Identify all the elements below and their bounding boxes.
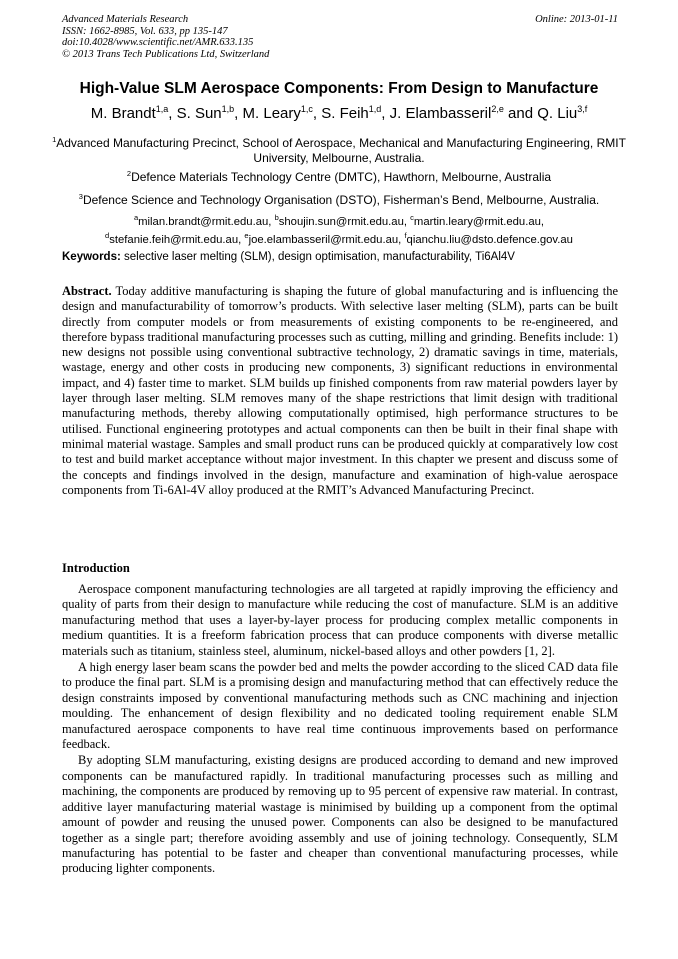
author-name: M. Leary	[242, 105, 301, 122]
email-line-2: $^d$stefanie.feih@rmit.edu.au, $^e$joe.elambasseril@rmit.edu.au, $^f$qianchu.liu@dsto.defence.gov.au	[105, 230, 573, 246]
email-sup: a	[133, 213, 139, 222]
copyright-line: © 2013 Trans Tech Publications Ltd, Switzerland	[62, 48, 270, 60]
journal-name: Advanced Materials Research	[62, 14, 189, 25]
keywords	[62, 251, 618, 263]
issn-line: ISSN: 1662-8985, Vol. 633, pp 135-147	[62, 25, 228, 37]
email-sup: c	[410, 213, 414, 222]
author-name: S. Sun	[176, 105, 222, 122]
affiliation-sup: 3	[78, 192, 83, 201]
affiliation-2	[40, 166, 638, 185]
author	[243, 105, 313, 122]
author-name: Q. Liu	[537, 105, 578, 122]
email-list	[40, 211, 638, 247]
section-heading-introduction: Introduction	[62, 561, 130, 575]
email-sup: d	[105, 230, 110, 240]
journal-header	[62, 14, 618, 60]
affiliation-sup: 1	[52, 135, 57, 144]
abstract-text: Today additive manufacturing is shaping the future of global manufacturing and is influencing the design and manufacturability of tomorrow’s products. With selective laser melting (SLM), parts can be built directly from computer models or from measurements of existing components to be re-engineered, and therefore bypass traditional manufacturing processes such as cutting, milling and grinding. Benefits include: 1) new designs not possible using conventional subtractive technology, 2) dramatic savings in time, materials, wastage, energy and other costs in producing new components, 3) significant reductions in environmental impact, and 4) faster time to market. SLM builds up finished components from raw material powders layer by layer through laser melting. SLM removes many of the shape restrictions that limit design with traditional manufacturing methods, thereby allowing computationally optimised, high performance structures to be utilised. Functional engineering prototypes and actual components can then be built in their final shape with minimal material wastage. Samples and small product runs can be produced quickly at comparatively low cost to test and build market acceptance without major investment. In this chapter we present and discuss some of the concepts and findings involved in the design, manufacture and examination of high-value aerospace components from Ti-6Al-4V alloy produced at the RMIT’s Advanced Manufacturing Precinct.	[62, 284, 618, 497]
author	[177, 105, 235, 122]
affiliation-sup: 2	[126, 169, 132, 178]
author-name: J. Elambasseril	[389, 105, 492, 122]
author	[537, 105, 587, 122]
author-name: S. Feih	[321, 105, 369, 122]
author-sup: 1,c	[300, 104, 313, 114]
author-and: and	[503, 105, 538, 122]
author-separator: ,	[234, 105, 243, 122]
paragraph: Aerospace component manufacturing technologies are all targeted at rapidly improving the efficiency and quality of parts from their design to manufacture while reducing the cost of manufacture. SLM is an additive manufacturing method that uses a layer-by-layer process for producing complex metallic components in medium quantities. It is a freeform fabrication process that can produce components with diverse metallic materials such as titanium, stainless steel, aluminum, nickel-based alloys and other powders [1, 2].	[62, 582, 618, 658]
introduction-body	[62, 582, 618, 878]
abstract	[62, 284, 618, 498]
paragraph: By adopting SLM manufacturing, existing designs are produced according to demand and new improved components can be manufactured rapidly. In traditional manufacturing processes such as milling and machining, the components are produced by removing up to 95 percent of expensive raw material. In contrast, additive layer manufacturing material wastage is minimised by building up a component from the optimal amount of powder and reusing the unused power. Components can also be designed to be manufactured together as a single part; therefore avoiding assembly and use of joining technology. Consequently, SLM manufacturing has potential to be faster and cheaper than conventional manufacturing processes, while producing lighter components.	[62, 753, 618, 876]
abstract-label: Abstract.	[62, 284, 112, 298]
email-address[interactable]: qianchu.liu@dsto.defence.gov.au	[406, 233, 573, 246]
email-sup: e	[244, 230, 249, 240]
email-sup: f	[404, 230, 407, 240]
paper-title: High-Value SLM Aerospace Components: From Design to Manufacture	[79, 80, 599, 97]
author-sup: 3,f	[577, 104, 588, 114]
email-address[interactable]: milan.brandt@rmit.edu.au	[138, 215, 269, 228]
author-separator: ,	[381, 105, 390, 122]
email-address[interactable]: martin.leary@rmit.edu.au	[413, 215, 541, 228]
affiliation-text: Defence Materials Technology Centre (DMTC), Hawthorn, Melbourne, Australia	[131, 170, 552, 184]
affiliation-text: Advanced Manufacturing Precinct, School of Aerospace, Mechanical and Manufacturing Engineering, RMIT University, Melbourne, Australia.	[56, 136, 626, 165]
author-sup: 1,a	[155, 104, 169, 114]
affiliation-text: Defence Science and Technology Organisation (DSTO), Fisherman’s Bend, Melbourne, Australia.	[82, 193, 600, 207]
email-sup: b	[274, 213, 279, 222]
author-separator: ,	[168, 105, 177, 122]
author-separator: ,	[312, 105, 322, 122]
email-address[interactable]: stefanie.feih@rmit.edu.au	[109, 233, 239, 246]
author	[390, 105, 504, 122]
email-line-1: $^a$milan.brandt@rmit.edu.au, $^b$shoujin.sun@rmit.edu.au, $^c$martin.leary@rmit.edu.au,	[133, 213, 545, 228]
author	[91, 105, 169, 122]
author-sup: 2,e	[491, 104, 504, 114]
author	[321, 105, 381, 122]
email-address[interactable]: shoujin.sun@rmit.edu.au	[278, 215, 404, 228]
keywords-label: Keywords:	[62, 251, 121, 263]
email-address[interactable]: joe.elambasseril@rmit.edu.au	[248, 233, 399, 246]
author-name: M. Brandt	[90, 105, 156, 122]
author-sup: 1,d	[368, 104, 382, 114]
affiliation-3	[40, 189, 638, 208]
doi-line: doi:10.4028/www.scientific.net/AMR.633.135	[62, 37, 254, 48]
affiliation-1	[40, 132, 638, 166]
author-sup: 1,b	[221, 104, 235, 114]
keywords-text: selective laser melting (SLM), design optimisation, manufacturability, Ti6Al4V	[120, 251, 515, 263]
author-list	[30, 104, 648, 122]
paragraph: A high energy laser beam scans the powder bed and melts the powder according to the sliced CAD data file to produce the final part. SLM is a promising design and manufacturing method that can effectively reduce the design constraints imposed by conventional manufacturing methods such as CNC machining and injection moulding. The enhancement of design flexibility and no dedicated tooling requirement enable SLM manufactured aerospace components to have real time continuous improvements based on performance feedback.	[62, 660, 618, 752]
online-date: Online: 2013-01-11	[535, 14, 618, 25]
